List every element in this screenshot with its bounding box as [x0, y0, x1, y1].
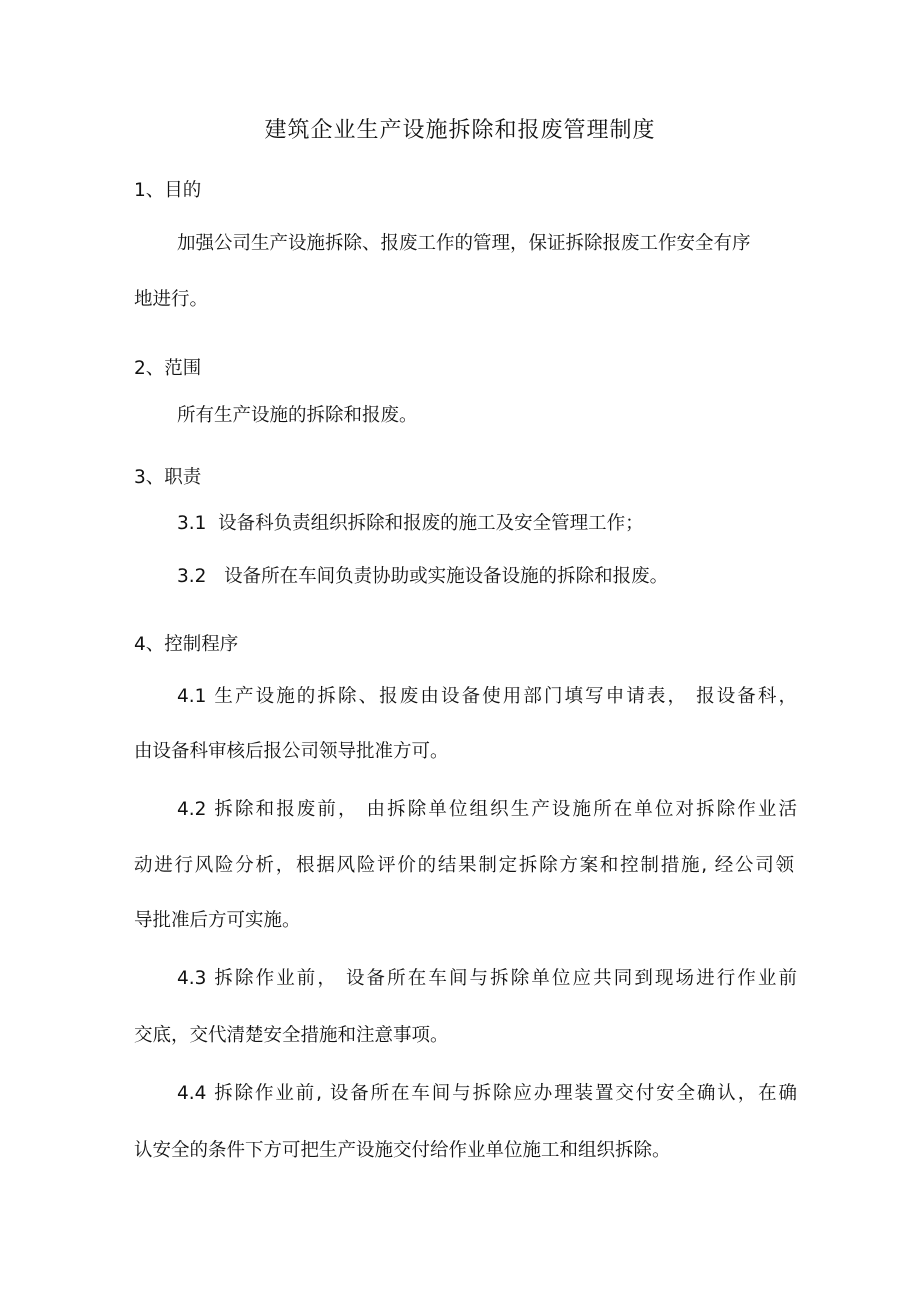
section-3-item-3-2: 3.2 设备所在车间负责协助或实施设备设施的拆除和报废。 — [177, 566, 669, 587]
item-4-3-line-1: 4.3 拆除作业前， 设备所在车间与拆除单位应共同到现场进行作业前 — [177, 968, 797, 989]
section-2-heading: 2、范围 — [134, 358, 202, 379]
item-4-4-line-2: 认安全的条件下方可把生产设施交付给作业单位施工和组织拆除。 — [134, 1140, 671, 1161]
item-4-3-line-2: 交底，交代清楚安全措施和注意事项。 — [134, 1025, 449, 1046]
document-title: 建筑企业生产设施拆除和报废管理制度 — [264, 118, 656, 143]
section-1-paragraph-line-2: 地进行。 — [134, 289, 209, 310]
item-4-4-line-1: 4.4 拆除作业前, 设备所在车间与拆除应办理装置交付安全确认，在确 — [177, 1083, 797, 1104]
section-1-heading: 1、目的 — [134, 180, 202, 201]
item-4-1-line-1: 4.1 生产设施的拆除、报废由设备使用部门填写申请表， 报设备科， — [177, 686, 797, 707]
section-1-paragraph-line-1: 加强公司生产设施拆除、报废工作的管理，保证拆除报废工作安全有序 — [177, 233, 751, 254]
section-4-heading: 4、控制程序 — [134, 634, 239, 655]
item-4-2-line-3: 导批准后方可实施。 — [134, 910, 301, 931]
item-4-2-line-2: 动进行风险分析，根据风险评价的结果制定拆除方案和控制措施, 经公司领 — [134, 855, 794, 876]
section-3-item-3-1: 3.1 设备科负责组织拆除和报废的施工及安全管理工作； — [177, 513, 644, 534]
item-4-1-line-2: 由设备科审核后报公司领导批准方可。 — [134, 741, 449, 762]
item-4-2-line-1: 4.2 拆除和报废前， 由拆除单位组织生产设施所在单位对拆除作业活 — [177, 799, 797, 820]
section-2-paragraph: 所有生产设施的拆除和报废。 — [177, 405, 418, 426]
section-3-heading: 3、职责 — [134, 467, 202, 488]
